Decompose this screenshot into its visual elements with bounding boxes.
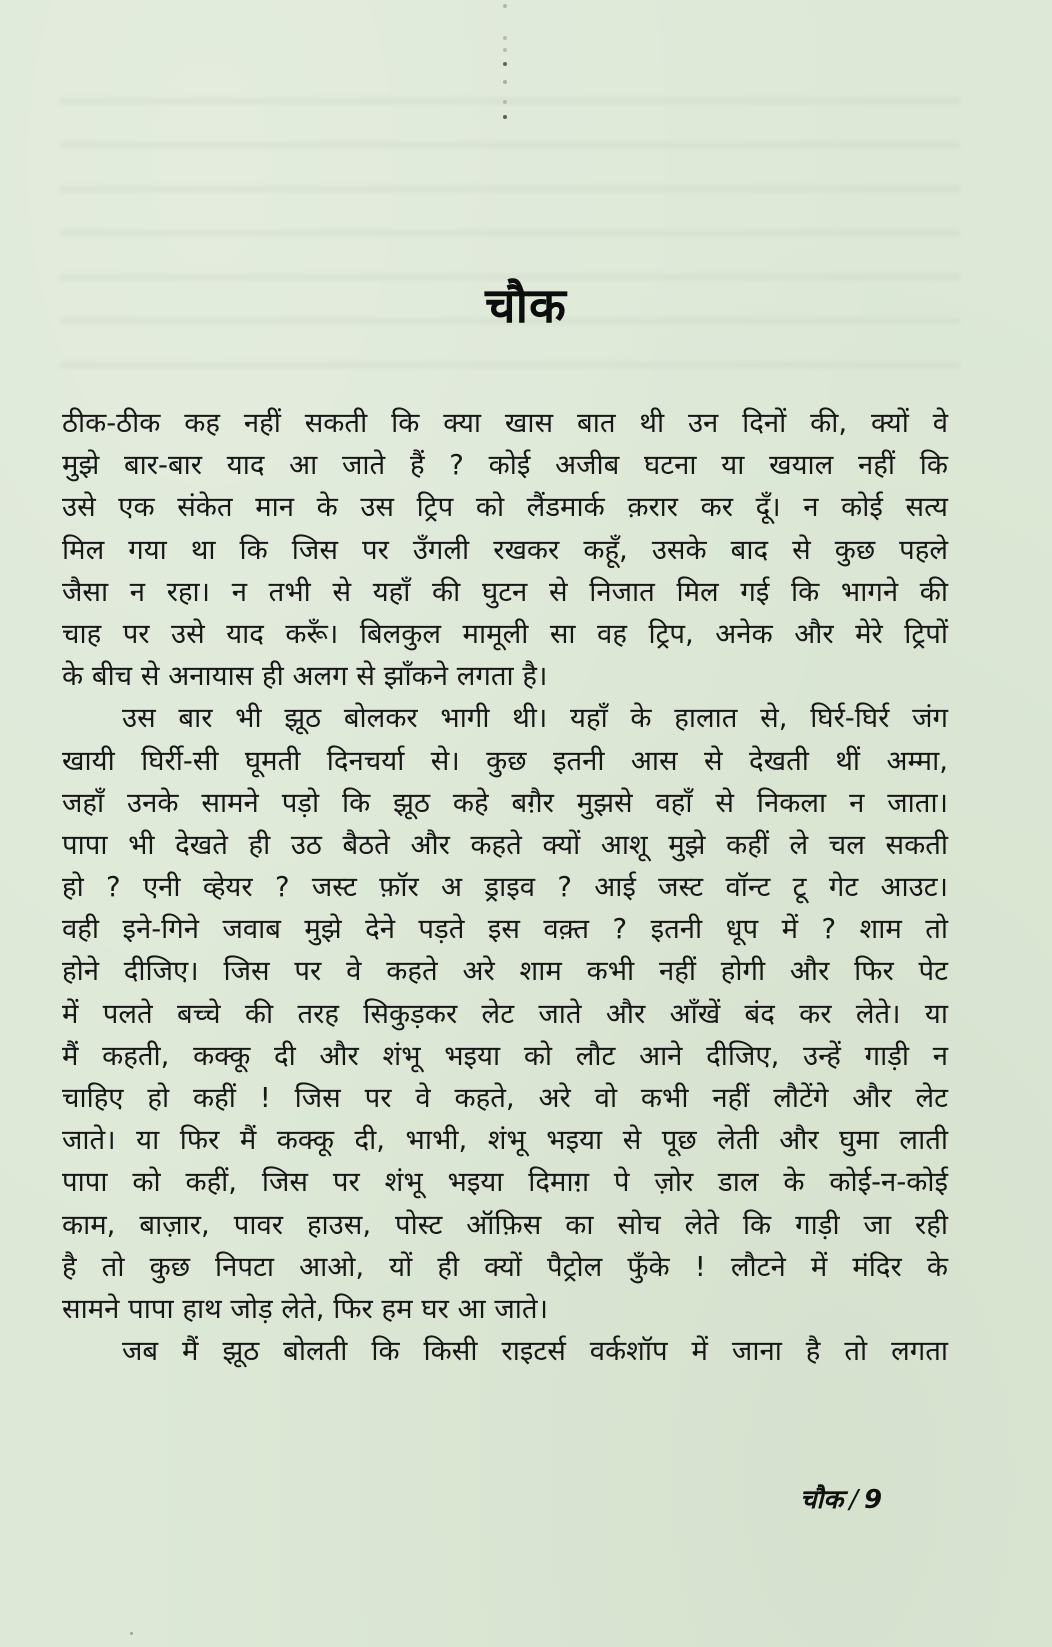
footer-separator: / — [849, 1485, 858, 1515]
text-line: खायी घिर्री-सी घूमती दिनचर्या से। कुछ इतनी आस से देखती थीं अम्मा, — [62, 744, 948, 777]
text-line: के बीच से अनायास ही अलग से झाँकने लगता है। — [62, 660, 548, 693]
text-line: काम, बाज़ार, पावर हाउस, पोस्ट ऑफ़िस का सोच लेते कि गाड़ी जा रही — [62, 1208, 948, 1241]
text-line: में पलते बच्चे की तरह सिकुड़कर लेट जाते और आँखें बंद कर लेते। या — [62, 997, 948, 1030]
running-title: चौक — [800, 1485, 844, 1515]
text-line: उसे एक संकेत मान के उस ट्रिप को लैंडमार्क क़रार कर दूँ। न कोई सत्य — [62, 491, 948, 524]
text-line: है तो कुछ निपटा आओ, यों ही क्यों पैट्रोल फुँके ! लौटने में मंदिर के — [62, 1250, 948, 1283]
text-line: जाते। या फिर मैं कक्कू दी, भाभी, शंभू भइया से पूछ लेती और घुमा लाती — [62, 1124, 948, 1157]
text-line: जहाँ उनके सामने पड़ो कि झूठ कहे बग़ैर मुझसे वहाँ से निकला न जाता। — [62, 786, 948, 819]
text-line: सामने पापा हाथ जोड़ लेते, फिर हम घर आ जाते। — [62, 1292, 549, 1325]
text-line: मिल गया था कि जिस पर उँगली रखकर कहूँ, उसके बाद से कुछ पहले — [62, 533, 948, 566]
text-line: जैसा न रहा। न तभी से यहाँ की घुटन से निजात मिल गई कि भागने की — [62, 575, 948, 608]
page-footer — [800, 1480, 882, 1516]
text-line: होने दीजिए। जिस पर वे कहते अरे शाम कभी नहीं होगी और फिर पेट — [62, 955, 948, 988]
text-line: वही इने-गिने जवाब मुझे देने पड़ते इस वक़्त ? इतनी धूप में ? शाम तो — [62, 913, 948, 946]
page-number: 9 — [863, 1485, 883, 1515]
text-line: ठीक-ठीक कह नहीं सकती कि क्या खास बात थी उन दिनों की, क्यों वे — [62, 407, 948, 439]
text-line: पापा को कहीं, जिस पर शंभू भइया दिमाग़ पे ज़ोर डाल के कोई-न-कोई — [62, 1166, 948, 1199]
text-line: उस बार भी झूठ बोलकर भागी थी। यहाँ के हालात से, घिर्र-घिर्र जंग — [122, 702, 948, 735]
text-line: हो ? एनी व्हेयर ? जस्ट फ़ॉर अ ड्राइव ? आई जस्ट वॉन्ट टू गेट आउट। — [62, 871, 948, 904]
text-line: मुझे बार-बार याद आ जाते हैं ? कोई अजीब घटना या खयाल नहीं कि — [62, 449, 948, 482]
chapter-body — [62, 402, 948, 1372]
text-line: पापा भी देखते ही उठ बैठते और कहते क्यों आशू मुझे कहीं ले चल सकती — [62, 828, 948, 861]
text-line: जब मैं झूठ बोलती कि किसी राइटर्स वर्कशॉप में जाना है तो लगता — [122, 1335, 948, 1368]
chapter-title: चौक — [485, 278, 567, 335]
text-line: चाह पर उसे याद करूँ। बिलकुल मामूली सा वह ट्रिप, अनेक और मेरे ट्रिपों — [62, 617, 948, 650]
text-line: मैं कहती, कक्कू दी और शंभू भइया को लौट आने दीजिए, उन्हें गाड़ी न — [62, 1039, 948, 1072]
gutter-specks — [503, 0, 509, 130]
paper-speck — [130, 1632, 133, 1635]
show-through-text — [60, 70, 960, 390]
text-line: चाहिए हो कहीं ! जिस पर वे कहते, अरे वो कभी नहीं लौटेंगे और लेट — [62, 1082, 948, 1114]
